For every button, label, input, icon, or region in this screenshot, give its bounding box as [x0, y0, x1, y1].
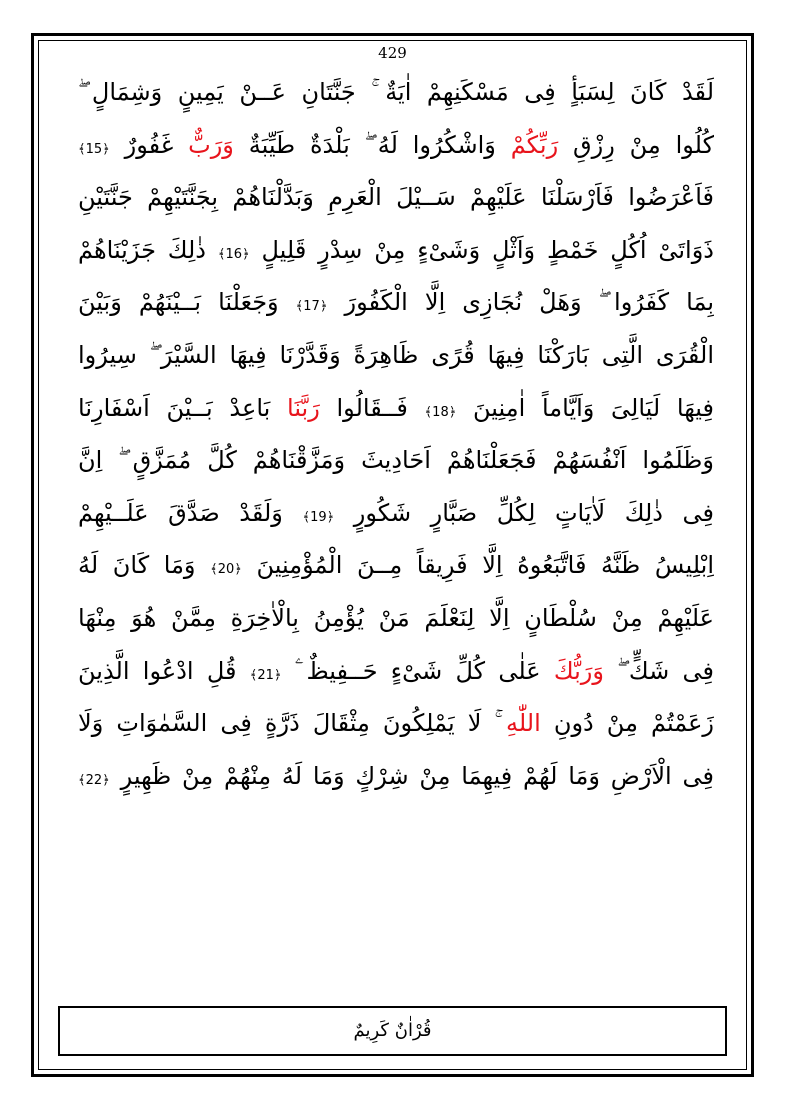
divine-name-highlight: رَبَّنَا [287, 393, 320, 422]
ayah-number-marker: ﴿17﴾ [295, 299, 328, 315]
verse-line [78, 276, 714, 329]
verse-text-segment: ۚ لَا يَمْلِكُونَ مِثْقَالَ ذَرَّةٍ فِى السَّمٰوَاتِ وَلَا [78, 709, 506, 738]
verse-text-segment: بِمَا كَفَرُوا ۖ وَهَلْ نُجَازِى اِلَّا الْكَفُورَ [327, 288, 714, 317]
ayah-number-marker: ﴿18﴾ [424, 404, 457, 420]
verse-line [78, 329, 714, 382]
verse-line [78, 487, 714, 540]
verse-text-segment: وَلَقَدْ صَدَّقَ عَلَــيْهِمْ [78, 498, 303, 527]
ayah-number-marker: ﴿19﴾ [302, 509, 335, 525]
verse-text-segment: فِى شَكٍّ ۖ [603, 656, 714, 685]
verse-text-segment: الْقُرَى الَّتِى بَارَكْنَا فِيهَا قُرًى ظَاهِرَةً وَقَدَّرْنَا فِيهَا السَّيْرَ ۖ سِيرُوا [78, 340, 714, 369]
verse-text-segment: فِى الْاَرْضِ وَمَا لَهُمْ فِيهِمَا مِنْ شِرْكٍ وَمَا لَهُ مِنْهُمْ مِنْ ظَهِيرٍ [109, 761, 714, 790]
verse-text-segment: اِبْلِيسُ ظَنَّهُ فَاتَّبَعُوهُ اِلَّا فَرِيقاً مِــنَ الْمُؤْمِنِينَ [241, 551, 714, 580]
verse-text-segment: قُلِ ادْعُوا الَّذِينَ [78, 656, 250, 685]
verse-line [78, 592, 714, 645]
ayah-number-marker: ﴿20﴾ [210, 562, 242, 578]
verse-text-segment: ذَوَاتَىْ اُكُلٍ خَمْطٍ وَاَثْلٍ وَشَىْءٍ مِنْ سِدْرٍ قَلِيلٍ [249, 235, 714, 264]
verse-text-segment: وَاشْكُرُوا لَهُ ۖ بَلْدَةٌ طَيِّبَةٌ [233, 130, 511, 159]
verse-text-segment: فِى ذٰلِكَ لَاٰيَاتٍ لِكُلِّ صَبَّارٍ شَكُورٍ [334, 498, 714, 527]
verse-text-segment: بَاعِدْ بَــيْنَ اَسْفَارِنَا [78, 393, 287, 422]
verse-text-segment: غَفُورٌ [109, 130, 189, 159]
divine-name-highlight: وَرَبٌّ [188, 130, 234, 159]
verse-line [78, 750, 714, 803]
verse-line [78, 66, 714, 119]
verse-text-block [78, 66, 714, 802]
verse-line [78, 645, 714, 698]
verse-line [78, 539, 714, 592]
ayah-number-marker: ﴿16﴾ [217, 246, 250, 262]
verse-text-segment: وَظَلَمُوا اَنْفُسَهُمْ فَجَعَلْنَاهُمْ اَحَادِيثَ وَمَزَّقْنَاهُمْ كُلَّ مُمَزَّقٍ ۖ اِنَّ [78, 446, 714, 475]
verse-text-segment: عَلٰى كُلِّ شَىْءٍ حَــفِيظٌ ۧ [281, 656, 554, 685]
footer-title-box [58, 1006, 727, 1056]
verse-text-segment: فَــقَالُوا [319, 393, 425, 422]
verse-text-segment: لَقَدْ كَانَ لِسَبَأٍ فِى مَسْكَنِهِمْ اٰيَةٌ ۚ جَنَّتَانِ عَــنْ يَمِينٍ وَشِمَالٍ ۖ [78, 78, 714, 106]
verse-text-segment: فِيهَا لَيَالِىَ وَاَيَّاماً اٰمِنِينَ [456, 393, 714, 422]
verse-text-segment: وَمَا كَانَ لَهُ [78, 551, 211, 580]
divine-name-highlight: رَبِّكُمْ [510, 130, 559, 159]
verse-text-segment: زَعَمْتُمْ مِنْ دُونِ [540, 709, 714, 738]
verse-line [78, 171, 714, 224]
verse-line [78, 224, 714, 277]
verse-text-segment: وَجَعَلْنَا بَــيْنَهُمْ وَبَيْنَ [78, 288, 296, 317]
divine-name-highlight: وَرَبُّكَ [553, 656, 604, 685]
verse-line [78, 119, 714, 172]
divine-name-highlight: اللّٰهِ [505, 709, 541, 738]
ayah-number-marker: ﴿22﴾ [78, 772, 110, 788]
ayah-number-marker: ﴿15﴾ [78, 141, 110, 157]
verse-text-segment: ذٰلِكَ جَزَيْنَاهُمْ [78, 235, 218, 264]
verse-text-segment: فَاَعْرَضُوا فَاَرْسَلْنَا عَلَيْهِمْ سَــيْلَ الْعَرِمِ وَبَدَّلْنَاهُمْ بِجَنَّتَيْهِمْ جَنَّتَيْنِ [78, 183, 714, 212]
footer-title: قُرْاٰنٌ كَرِيمٌ [353, 1020, 432, 1041]
page-number: 429 [378, 44, 407, 62]
verse-text-segment: عَلَيْهِمْ مِنْ سُلْطَانٍ اِلَّا لِنَعْلَمَ مَنْ يُؤْمِنُ بِالْاٰخِرَةِ مِمَّنْ هُوَ مِنْهَا [78, 603, 714, 632]
verse-line [78, 697, 714, 750]
ayah-number-marker: ﴿21﴾ [249, 667, 282, 683]
verse-line [78, 434, 714, 487]
verse-text-segment: كُلُوا مِنْ رِزْقِ [558, 130, 714, 159]
verse-line [78, 382, 714, 435]
